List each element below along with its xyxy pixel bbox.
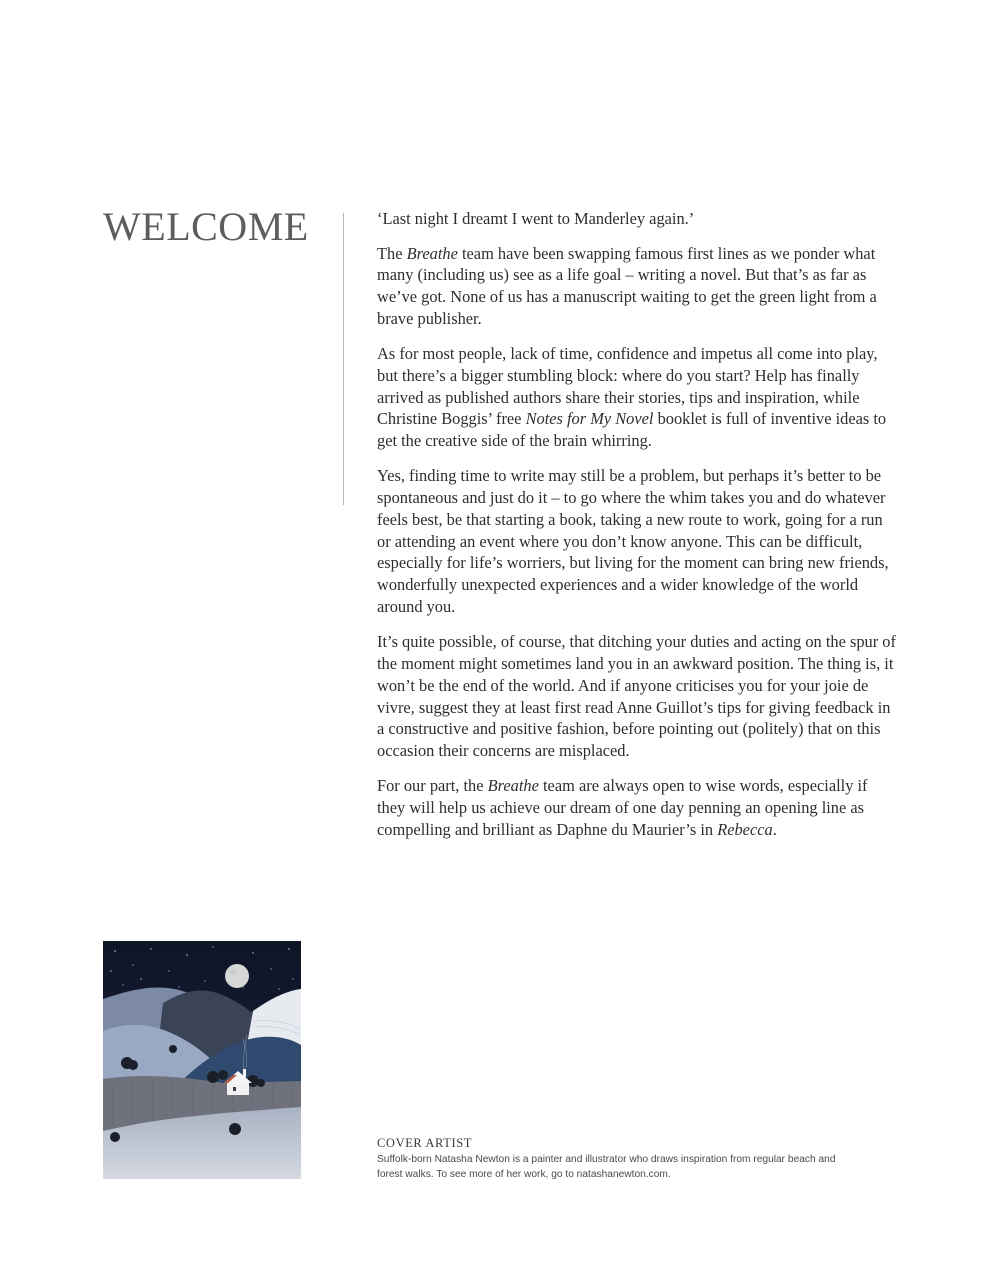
cover-artist-credit <box>377 1135 857 1182</box>
cover-artist-text: Suffolk-born Natasha Newton is a painter and illustrator who draws inspiration from regular beach and forest walks. To see more of her work, go to natashanewton.com. <box>377 1154 836 1180</box>
cover-illustration <box>103 941 301 1179</box>
cover-artist-title: COVER ARTIST <box>377 1136 472 1150</box>
paragraph-text: . <box>772 819 777 839</box>
paragraph-text: For our part, the <box>377 775 488 795</box>
paragraph-text: team have been swapping famous first lines as we ponder what many (including us) see as a life goal – writing a novel. But that’s as far as we’ve got. None of us has a manuscript waiting to get the green light from a brave publisher. <box>377 243 877 329</box>
body-paragraph <box>377 208 899 230</box>
body-paragraph <box>377 775 899 841</box>
paragraph-text: Yes, finding time to write may still be a problem, but perhaps it’s better to be spontaneous and just do it – to go where the whim takes you and do whatever feels best, be that starting a book, taking a new route to work, going for a run or attending an event where you don’t know anyone. This can be difficult, especially for life’s worriers, but living for the moment can bring new friends, wonderfully unexpected experiences and a wider knowledge of the world around you. <box>377 465 889 617</box>
paragraph-text: As for most people, lack of time, confidence and impetus all come into play, but there’s a bigger stumbling block: where do you start? Help has finally arrived as published authors share their stories, tips and inspiration, while Christine Boggis’ free <box>377 343 878 429</box>
italic-title-text: Breathe <box>487 775 539 795</box>
italic-title-text: Breathe <box>406 243 458 263</box>
paragraph-text: It’s quite possible, of course, that ditching your duties and acting on the spur of the moment might sometimes land you in an awkward position. The thing is, it won’t be the end of the world. And if anyone criticises you for your joie de vivre, suggest they at least first read Anne Guillot’s tips for giving feedback in a constructive and positive fashion, before pointing out (politely) that on this occasion their concerns are misplaced. <box>377 631 896 761</box>
paragraph-text: booklet is full of inventive ideas to get the creative side of the brain whirring. <box>377 409 887 451</box>
italic-title-text: Rebecca <box>717 819 773 839</box>
vertical-divider <box>343 213 344 505</box>
body-paragraph <box>377 465 899 618</box>
body-paragraph <box>377 343 899 453</box>
italic-title-text: Notes for My Novel <box>525 409 654 429</box>
moon <box>225 964 249 988</box>
body-paragraph <box>377 631 899 762</box>
paragraph-text: The <box>377 243 407 263</box>
page-title: WELCOME <box>103 204 309 249</box>
paragraph-text: ‘Last night I dreamt I went to Manderley again.’ <box>377 209 695 228</box>
body-paragraph <box>377 243 899 331</box>
editorial-body <box>377 208 899 853</box>
paragraph-text: team are always open to wise words, especially if they will help us achieve our dream of one day penning an opening line as compelling and brilliant as Daphne du Maurier’s in <box>377 775 868 839</box>
